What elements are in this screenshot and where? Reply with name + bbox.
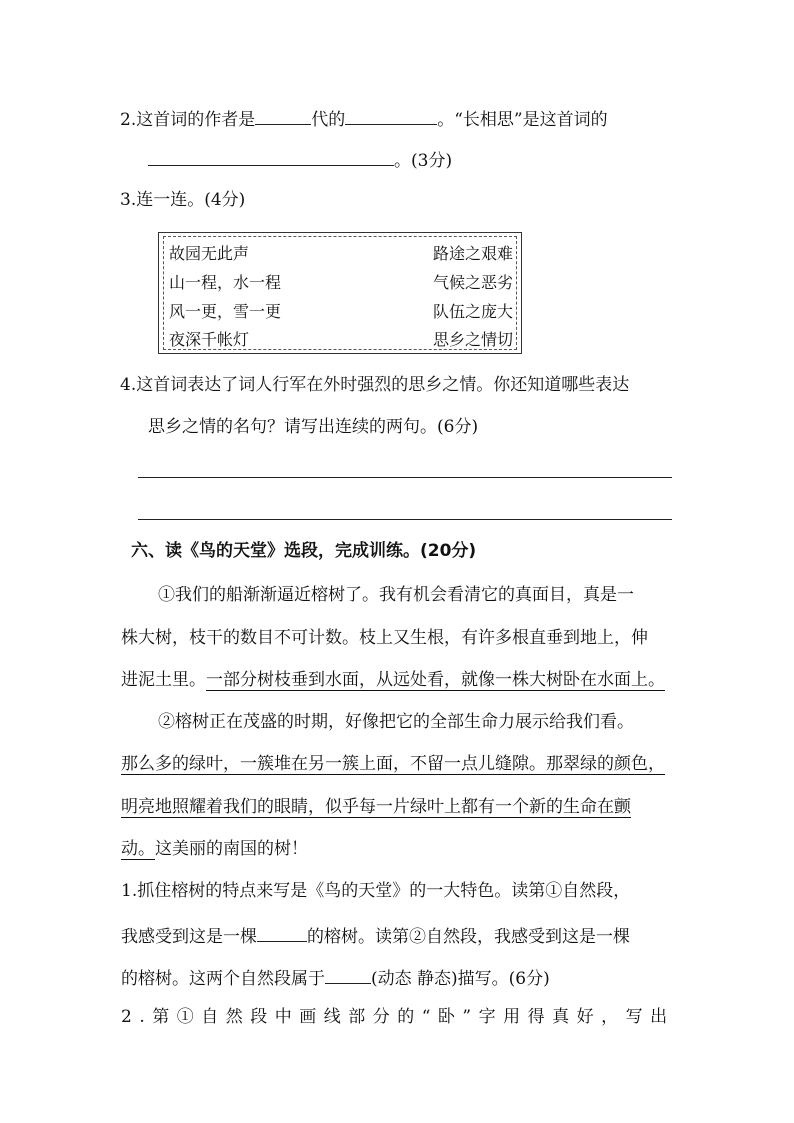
passage-text: 这美丽的南国的树！ [155, 839, 308, 859]
passage-p1-line1: ①我们的船渐渐逼近榕树了。我有机会看清它的真面目，真是一 [158, 585, 634, 605]
q2-blank-cipai[interactable] [148, 149, 394, 166]
s6q1-line3 [121, 967, 550, 988]
s6q1-line2 [121, 925, 630, 946]
passage-p1-line2: 株大树，枝干的数目不可计数。枝上又生根，有许多根直垂到地上，伸 [121, 628, 648, 648]
q2-line2 [148, 149, 452, 170]
q2-text-c: 。“长相思”是这首词的 [437, 110, 608, 130]
match-row[interactable] [167, 270, 515, 290]
matching-box [158, 232, 522, 354]
q2-line1 [120, 108, 608, 129]
match-left-item[interactable]: 风一更，雪一更 [169, 302, 282, 321]
s6q1-blank-2[interactable] [325, 967, 371, 984]
match-right-item[interactable]: 路途之艰难 [432, 244, 513, 263]
q4-line2: 思乡之情的名句？请写出连续的两句。(6分) [148, 417, 479, 437]
section-heading: 六、读《鸟的天堂》选段，完成训练。(20分) [131, 541, 477, 561]
passage-p2-line2: 那么多的绿叶，一簇堆在另一簇上面，不留一点儿缝隙。那翠绿的颜色， [121, 754, 665, 774]
q3-title: 3.连一连。(4分) [120, 190, 246, 210]
match-left-item[interactable]: 夜深千帐灯 [169, 330, 250, 349]
s6q1-line1: 1.抓住榕树的特点来写是《鸟的天堂》的一大特色。读第①自然段， [121, 881, 631, 901]
match-row[interactable] [167, 299, 515, 319]
q2-text-b: 代的 [311, 110, 346, 130]
answer-line-1[interactable] [138, 477, 672, 478]
underlined-sentence: 动。 [121, 839, 155, 859]
s6q1-text-b: 的榕树。读第②自然段，我感受到这是一棵 [307, 927, 630, 947]
match-row[interactable] [167, 241, 515, 261]
passage-p2-line3: 明亮地照耀着我们的眼睛，似乎每一片绿叶上都有一个新的生命在颤 [121, 797, 631, 817]
s6q1-blank-1[interactable] [257, 925, 307, 942]
match-row[interactable] [167, 327, 515, 347]
match-right-item[interactable]: 气候之恶劣 [432, 273, 513, 292]
passage-p1-line3 [121, 672, 665, 689]
q2-blank-author[interactable] [345, 108, 437, 125]
match-left-item[interactable]: 故园无此声 [169, 244, 250, 263]
match-left-item[interactable]: 山一程，水一程 [169, 273, 282, 292]
q4-line1: 4.这首词表达了词人行军在外时强烈的思乡之情。你还知道哪些表达 [120, 375, 630, 395]
q2-text-a: 2.这首词的作者是 [120, 110, 256, 130]
s6q1-text-d: (动态 静态)描写。(6分) [371, 969, 550, 989]
match-right-item[interactable]: 队伍之庞大 [432, 302, 513, 321]
passage-p2-line4 [121, 841, 308, 858]
q2-blank-dynasty[interactable] [255, 108, 311, 125]
answer-line-2[interactable] [138, 519, 672, 520]
passage-text: 进泥土里。 [121, 670, 206, 690]
s6q1-text-a: 我感受到这是一棵 [121, 927, 257, 947]
s6q1-text-c: 的榕树。这两个自然段属于 [121, 969, 325, 989]
passage-p2-line1: ②榕树正在茂盛的时期，好像把它的全部生命力展示给我们看。 [158, 712, 634, 732]
q2-text-tail: 。(3分) [394, 151, 453, 171]
match-right-item[interactable]: 思乡之情切 [432, 330, 513, 349]
s6q2-line1: 2.第①自然段中画线部分的“卧”字用得真好，写出 [121, 1007, 675, 1027]
underlined-sentence: 一部分树枝垂到水面，从远处看，就像一株大树卧在水面上。 [206, 670, 665, 690]
